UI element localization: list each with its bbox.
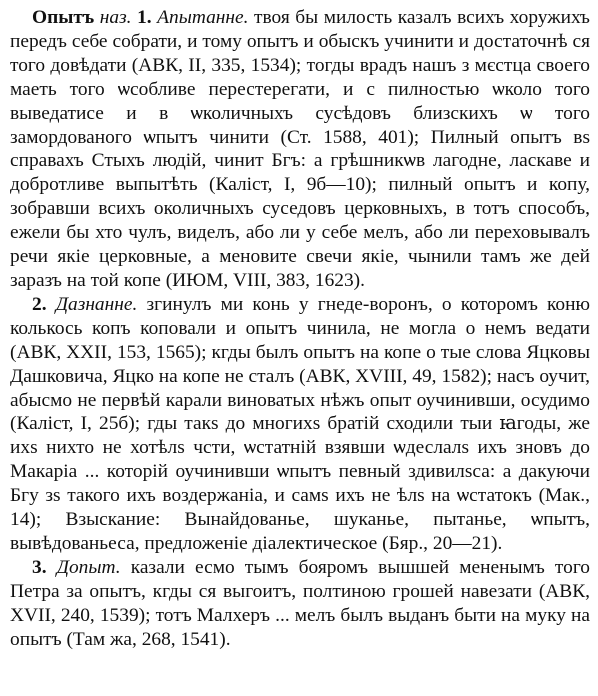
sense-text: твоя бы милость казалъ всихъ хоружихъ передъ себе собрати, и тому опытъ и обыскъ учинити и достаточнѣ ся того довѣдати (АВК, ІІ, 335, 1534); тогды врадъ нашъ з мєстца своего маеть того ѡсобливе перестерегати, и с пилностью ѡколо того выведатисе и в ѡколичныхъ сусѣдовъ близскихъ ѡ того замордованого ѡпытъ чинити (Ст. 1588, 401); Пилный опытъ вs справахъ Стыхъ людій, чинит Бгъ: а грѣшникѡв лагодне, ласкаве и добротливе выпытѣть (Каліст, І, 9б—10); пилный опытъ и копу, зобравши всихъ околичныхъ суседовъ церковныхъ, в тотъ способъ, ежели бы хто чулъ, виделъ, або ли у себе мелъ, або ли переховывалъ речи якіе церковные, а меновите свечи якіе, чынили тамъ же дей заразъ на той копе (ИЮМ, VIII, 383, 1623).: [10, 7, 590, 291]
sense-text: казали есмо тымъ бояромъ вышшей мененымъ того Петра за опытъ, кгды ся выгоитъ, полтиною грошей навезати (АВК, XVII, 240, 1539); тотъ Малхеръ ... мелъ былъ выданъ быти на муку на опытъ (Там жа, 268, 1541).: [10, 556, 590, 650]
sense-text: згинулъ ми конь у гнеде-воронъ, о которомъ коню колькось копъ коповали и опытъ чинила, не могла о немъ ведати (АВК, ХХІІ, 153, 1565); кгды былъ опытъ на копе о тые слова Яцковы Дашковича, Яцко на копе не сталъ (АВК, XVIII, 49, 1582); насъ оучит, абысмо не первѣй карали виноватых нѣжъ опыт оучинивши, осудимо (Каліст, І, 25б); гды такs до многихs братій сходили тыи ꙗгоды, же ихs нихто не хотѣлs чсти, ѡстатній взявши ѡдеслалs ихъ зновъ до Макаріа ... которій оучинивши ѡпытъ певный здивилsса: а дакуючи Бгу зs такого ихъ воздержаніа, и самs ихъ не ѣлs на ѡстатокъ (Мак., 14); Взыскание: Вынайдованье, шуканье, пытанье, ѡпытъ, вывѣдованьеса, предложеніе діалектическое (Бяр., 20—21).: [10, 293, 590, 554]
sense-2: [10, 293, 590, 556]
sense-1: [10, 6, 590, 293]
sense-gloss: Апытанне.: [157, 7, 249, 28]
sense-3: [10, 556, 590, 652]
sense-number: 1.: [137, 7, 152, 28]
sense-gloss: Дазнанне.: [55, 293, 138, 315]
grammar-label: наз.: [99, 7, 132, 28]
sense-number: 2.: [32, 293, 47, 315]
sense-gloss: Допыт.: [56, 556, 121, 578]
sense-number: 3.: [32, 556, 47, 578]
headword: Опытъ: [32, 7, 95, 28]
